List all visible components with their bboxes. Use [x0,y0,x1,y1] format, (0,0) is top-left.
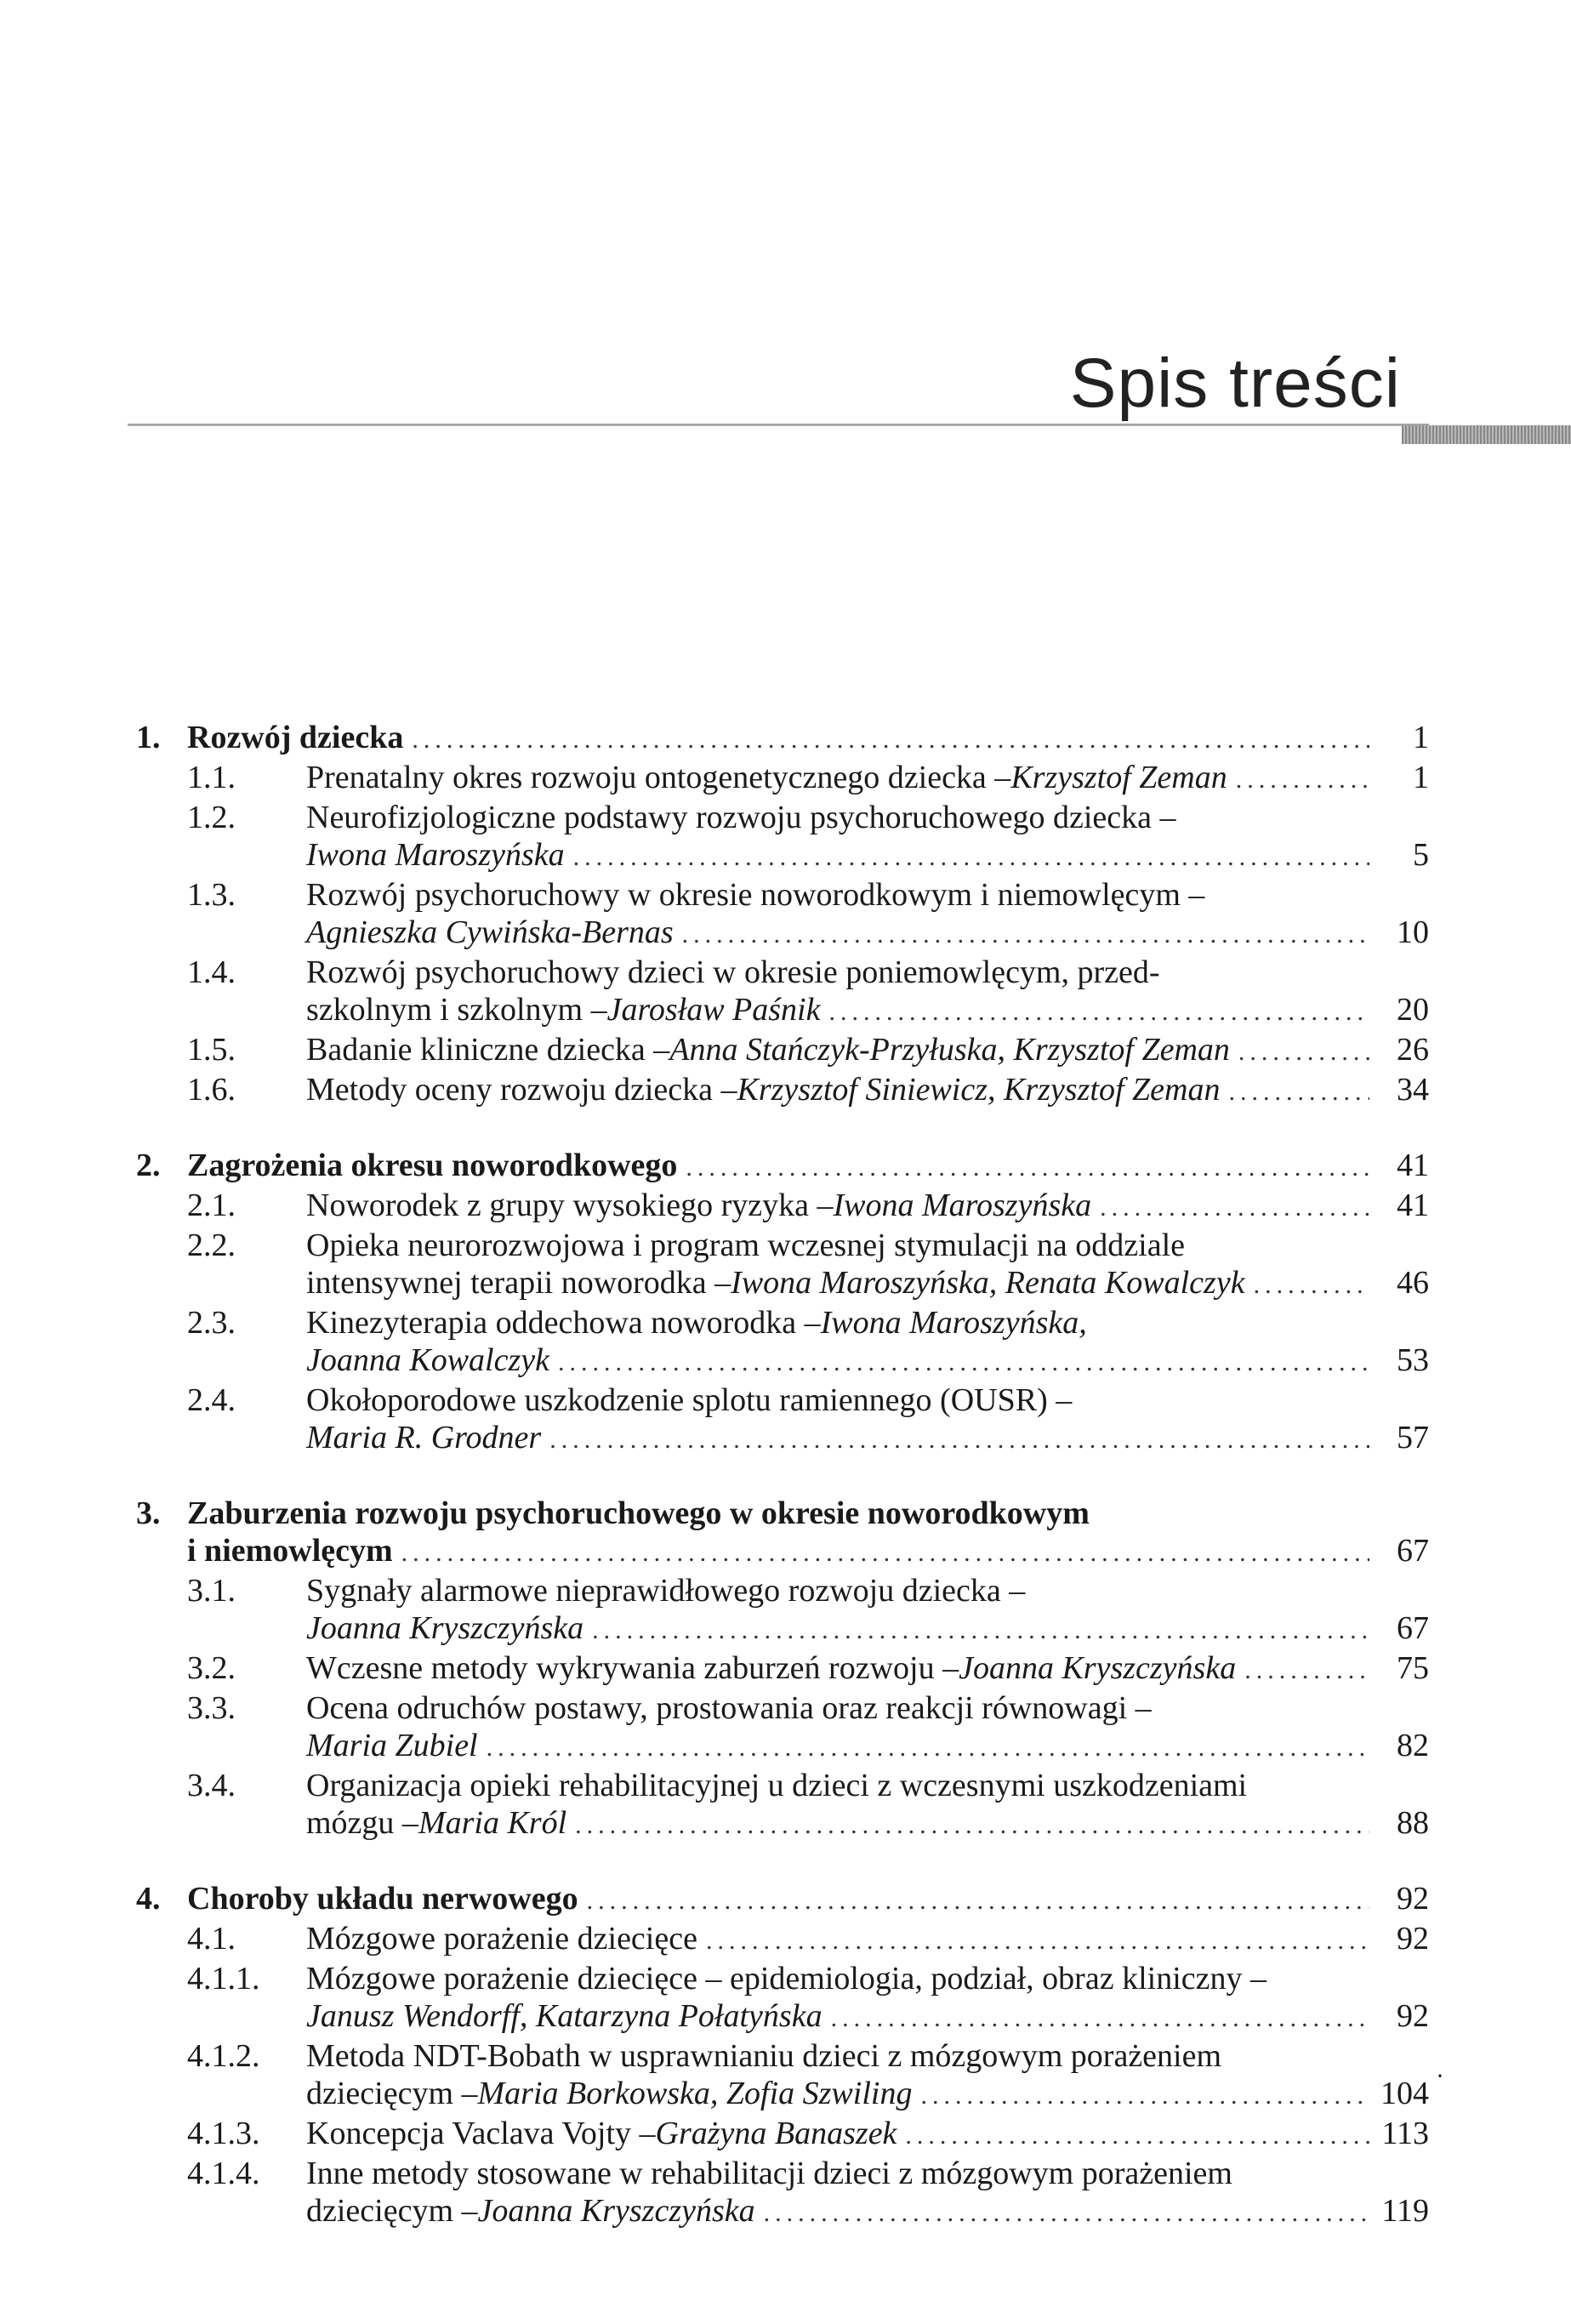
page-number: 10 [1397,914,1429,950]
entry-author: Maria Zubiel [306,1728,478,1763]
toc-entry-line [136,1727,1429,1767]
toc-entry-line [136,1341,1429,1381]
entry-title: dziecięcym – [306,2193,478,2229]
section-number: 3. [136,1495,161,1531]
page-number: 82 [1397,1728,1429,1763]
entry-author: Anna Stańczyk-Przyłuska, Krzysztof Zeman [669,1032,1230,1068]
entry-title: Wczesne metody wykrywania zaburzeń rozwoju – [306,1650,959,1686]
page-number: 53 [1397,1342,1429,1378]
page-number: 41 [1397,1148,1429,1183]
leader-dots [1238,1034,1369,1071]
entry-title: Metoda NDT-Bobath w usprawnianiu dzieci z mózgowym porażeniem [306,2038,1222,2074]
entry-number: 3.3. [187,1690,236,1726]
leader-dots [905,2117,1369,2155]
toc-entry-line [136,1960,1429,1997]
leader-dots [920,2077,1369,2115]
toc-entry-line [136,1572,1429,1609]
entry-number: 4.1.3. [187,2116,260,2151]
entry-author: Krzysztof Siniewicz, Krzysztof Zeman [737,1072,1221,1108]
toc-entry-line [136,1767,1429,1804]
entry-number: 2.4. [187,1382,236,1418]
toc-entry-line [136,954,1429,991]
toc-entry-line [136,2037,1429,2075]
entry-number: 2.1. [187,1188,236,1223]
page-number: 26 [1397,1032,1429,1068]
page-number: 92 [1397,1998,1429,2034]
toc-heading-line [136,1880,1429,1920]
entry-number: 1.5. [187,1032,236,1068]
entry-title: mózgu – [306,1805,418,1841]
entry-author: Jarosław Paśnik [606,992,821,1028]
toc-entry-line [136,1031,1429,1071]
entry-title: Rozwój psychoruchowy dzieci w okresie poniemowlęcym, przed- [306,954,1160,990]
page-number: 46 [1397,1265,1429,1301]
entry-number: 1.2. [187,800,236,835]
leader-dots [764,2195,1369,2232]
entry-author: Joanna Kryszczyńska [477,2193,755,2229]
toc-heading-line [136,719,1429,759]
entry-author: Joanna Kryszczyńska [959,1650,1237,1686]
leader-dots [412,721,1369,759]
page-number: 57 [1397,1420,1429,1455]
leader-dots [549,1421,1369,1459]
entry-number: 3.2. [187,1650,236,1686]
page-number: 92 [1397,1881,1429,1917]
entry-title: Rozwój psychoruchowy w okresie noworodkowym i niemowlęcym – [306,877,1205,913]
toc-entry-line [136,1609,1429,1649]
entry-author: Agnieszka Cywińska-Bernas [306,914,674,950]
page-number: 41 [1397,1188,1429,1223]
entry-author: Iwona Maroszyńska [306,837,565,873]
toc-heading-line [136,1495,1429,1532]
entry-title: Okołoporodowe uszkodzenie splotu ramiennego (OUSR) – [306,1382,1073,1418]
page-number: 20 [1397,992,1429,1028]
entry-author: Joanna Kowalczyk [306,1342,550,1378]
toc-entry-line [136,1689,1429,1727]
entry-number: 2.3. [187,1305,236,1341]
entry-title: intensywnej terapii noworodka – [306,1265,731,1301]
toc-entry-line [136,2155,1429,2192]
toc-entry-line [136,991,1429,1031]
page-number: 67 [1397,1610,1429,1646]
section-heading-cont: i niemowlęcym [187,1533,393,1569]
toc-entry-line [136,759,1429,799]
leader-dots [686,1149,1369,1187]
entry-author: Krzysztof Zeman [1010,760,1227,795]
section-heading: Choroby układu nerwowego [187,1881,578,1917]
entry-title: szkolnym i szkolnym – [306,992,607,1028]
toc-entry-line [136,1649,1429,1689]
leader-dots [558,1344,1369,1381]
entry-number: 4.1.2. [187,2038,260,2074]
leader-dots [401,1535,1369,1572]
section-number: 4. [136,1881,161,1917]
leader-dots [831,2000,1369,2037]
entry-author: Grażyna Banaszek [655,2116,897,2151]
toc-entry-line [136,1071,1429,1111]
page-number: 75 [1397,1650,1429,1686]
toc-section [136,1880,1429,2232]
entry-title: dziecięcym – [306,2076,478,2111]
entry-number: 3.1. [187,1573,236,1609]
entry-author: Maria Borkowska, Zofia Szwiling [477,2076,913,2111]
entry-number: 1.6. [187,1072,236,1108]
page-title: Spis treści [1069,345,1401,422]
section-heading: Rozwój dziecka [187,720,404,755]
entry-number: 1.4. [187,954,236,990]
page-number: 5 [1413,837,1429,873]
entry-title: Mózgowe porażenie dziecięce [306,1921,697,1957]
toc-entry-line [136,2075,1429,2115]
leader-dots [682,916,1369,954]
toc-section [136,719,1429,1111]
page-number: 1 [1413,720,1429,755]
entry-author: Janusz Wendorff, Katarzyna Połatyńska [306,1998,822,2034]
entry-title: Metody oceny rozwoju dziecka – [306,1072,737,1108]
entry-title: Prenatalny okres rozwoju ontogenetycznego dziecka – [306,760,1011,795]
toc-entry-line [136,836,1429,876]
toc-entry-line [136,1187,1429,1227]
margin-dot: · [1436,2062,1444,2090]
leader-dots [573,839,1369,876]
toc-heading-line [136,1532,1429,1572]
toc-entry-line [136,2115,1429,2155]
leader-dots [575,1807,1369,1844]
leader-dots [828,994,1369,1031]
entry-author: Iwona Maroszyńska, Renata Kowalczyk [731,1265,1245,1301]
entry-number: 3.4. [187,1768,236,1803]
entry-number: 1.1. [187,760,236,795]
entry-author: Maria R. Grodner [306,1420,542,1455]
leader-dots [587,1883,1369,1920]
leader-dots [706,1922,1369,1960]
entry-title: Organizacja opieki rehabilitacyjnej u dzieci z wczesnymi uszkodzeniami [306,1768,1248,1803]
entry-number: 4.1. [187,1921,236,1957]
toc-entry-line [136,914,1429,954]
entry-author: Iwona Maroszyńska, [820,1305,1087,1341]
leader-dots [487,1729,1369,1767]
section-number: 1. [136,720,161,755]
toc-entry-line [136,1304,1429,1341]
toc-entry-line [136,1419,1429,1459]
toc-entry-line [136,1997,1429,2037]
entry-title: Ocena odruchów postawy, prostowania oraz reakcji równowagi – [306,1690,1152,1726]
toc-entry-line [136,1264,1429,1304]
page-number: 67 [1397,1533,1429,1569]
entry-number: 4.1.1. [187,1961,260,1996]
entry-number: 1.3. [187,877,236,913]
entry-number: 2.2. [187,1228,236,1263]
leader-dots [1236,761,1369,799]
entry-number: 4.1.4. [187,2156,260,2191]
page-number: 88 [1397,1805,1429,1841]
toc-entry-line [136,1227,1429,1264]
entry-title: Inne metody stosowane w rehabilitacji dzieci z mózgowym porażeniem [306,2156,1232,2191]
toc-section [136,1495,1429,1844]
title-rule [128,424,1429,426]
toc-entry-line [136,876,1429,914]
entry-author: Iwona Maroszyńska [833,1188,1092,1223]
page-number: 104 [1380,2076,1429,2111]
section-heading: Zagrożenia okresu noworodkowego [187,1148,678,1183]
leader-dots [1228,1074,1369,1111]
entry-author: Joanna Kryszczyńska [306,1610,584,1646]
toc-heading-line [136,1147,1429,1187]
page-number: 119 [1381,2193,1429,2229]
entry-title: Opieka neurorozwojowa i program wczesnej stymulacji na oddziale [306,1228,1186,1263]
entry-title: Neurofizjologiczne podstawy rozwoju psychoruchowego dziecka – [306,800,1176,835]
toc-section [136,1147,1429,1459]
leader-dots [1254,1267,1369,1304]
page-number: 92 [1397,1921,1429,1957]
page-number: 113 [1381,2116,1429,2151]
page-number: 34 [1397,1072,1429,1108]
entry-title: Noworodek z grupy wysokiego ryzyka – [306,1188,834,1223]
page-number: 1 [1413,760,1429,795]
leader-dots [1244,1652,1369,1689]
toc-entry-line [136,1804,1429,1844]
toc-entry-line [136,2192,1429,2232]
section-number: 2. [136,1148,161,1183]
entry-title: Kinezyterapia oddechowa noworodka – [306,1305,821,1341]
table-of-contents [136,719,1429,2268]
title-rule-shade [1402,425,1571,444]
entry-title: Mózgowe porażenie dziecięce – epidemiologia, podział, obraz kliniczny – [306,1961,1266,1996]
entry-title: Koncepcja Vaclava Vojty – [306,2116,656,2151]
entry-author: Maria Król [418,1805,567,1841]
entry-title: Sygnały alarmowe nieprawidłowego rozwoju dziecka – [306,1573,1026,1609]
toc-entry-line [136,799,1429,836]
leader-dots [1100,1189,1369,1227]
entry-title: Badanie kliniczne dziecka – [306,1032,670,1068]
leader-dots [592,1612,1369,1649]
section-heading: Zaburzenia rozwoju psychoruchowego w okresie noworodkowym [187,1495,1090,1531]
toc-entry-line [136,1381,1429,1419]
toc-entry-line [136,1920,1429,1960]
